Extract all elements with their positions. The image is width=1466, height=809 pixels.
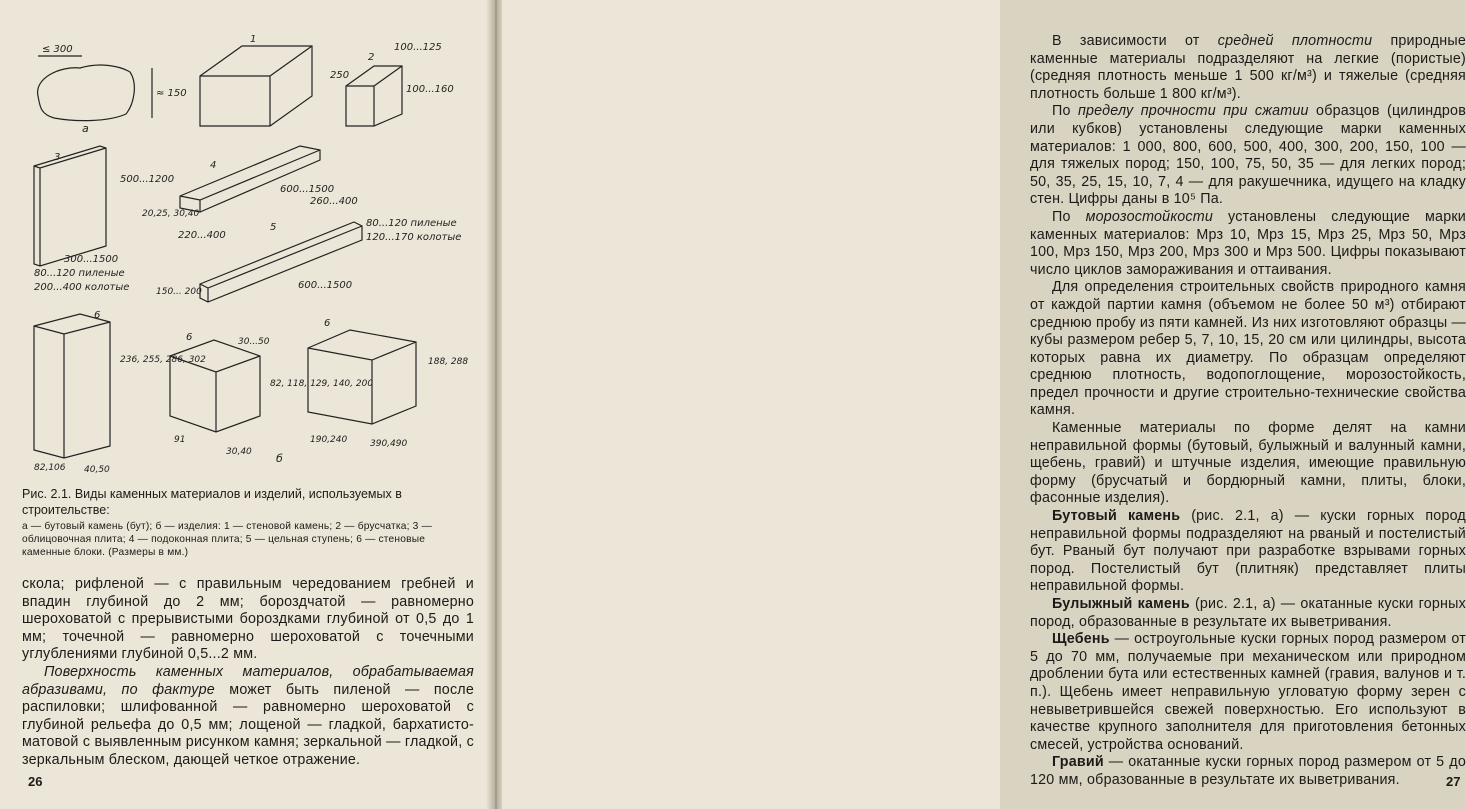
fig-label: 500...1200 [120,174,175,185]
fig-label: б [276,452,283,465]
fig-label: 6 [94,310,101,321]
fig-label: 188, 288 [428,357,469,367]
left-page [0,0,490,809]
bold-term: Гравий [1052,754,1104,771]
paragraph [1030,631,1466,754]
rubble-stone [38,65,135,121]
fig-label: 91 [174,435,186,445]
fig-label: 250 [330,70,350,81]
fig-label: 82, 118, 129, 140, 200 [270,379,374,389]
fig-label: 100...160 [406,84,454,95]
paragraph [1030,508,1466,596]
italic-term: пределу прочности при сжатии [1077,103,1309,120]
bold-term: Бутовый камень [1052,508,1181,525]
fig-label: ≈ 150 [156,88,187,99]
fig-label: 5 [270,222,277,233]
fig-label: 6 [324,318,331,329]
fig-label: 200...400 колотые [34,282,130,293]
paragraph [1030,596,1466,631]
fig-label: 390,490 [370,439,408,449]
fig-label: 150... 200 [156,287,202,297]
fig-label: 40,50 [84,465,110,475]
fig-label: 6 [186,332,193,343]
figure-drawing [20,26,480,482]
paragraph-text: может быть пиленой — после распиловки; шлифованной — равномерно шероховатой с глубиной рельефа до 0,5 мм; лощеной — гладкой, бархатисто-матовой с выявленным рисунком камня; зеркальной — гладкой, с зеркальным блеском, дающей четкое отражение. [22,681,474,768]
fig-label: 220...400 [178,230,226,241]
fig-label: 120...170 колотые [366,232,462,243]
figure-caption [22,486,474,559]
paragraph [1030,103,1466,209]
italic-term: средней плотности [1217,33,1373,49]
fig-label: а [82,122,89,135]
paragraph: Для определения строительных свойств природного камня от каждой партии камня (объемом не более 50 м³) отбирают среднюю пробу из пяти камней. Из них изготовляют образцы — кубы размером ребер 5, 7, 10, 15, 20 см или цилиндры, высота которых равна их диаметру. По образцам определяют среднюю плотность, водопоглощение, морозостойкость, предел прочности и другие строительно-технические свойства камня. [1030,279,1466,419]
paragraph-text: — остроугольные куски горных пород размером от 5 до 70 мм, получаемые при механическом или природном дроблении бута или естественных камней (гравия, валунов и т. п.). Щебень имеет неправильную угловатую форму зерен с невыветрившейся свежей поверхностью. Его используют в качестве крупного заполнителя для приготовления бетонных смесей, устройства оснований. [1030,631,1466,753]
bold-term: Булыжный камень [1052,596,1190,612]
paragraph-text: По [1052,208,1086,225]
page-number: 26 [28,774,43,789]
fig-label: 30...50 [238,337,270,347]
paragraph [1030,754,1466,789]
fig-label: 190,240 [310,435,348,445]
fig-label: 236, 255, 286, 302 [120,355,206,365]
fig-label: 2 [368,52,375,63]
paragraph-text: По [1052,103,1078,120]
paragraph [22,664,474,770]
paragraph-text: образцов (цилиндров или кубков) установлены следующие марки каменных материалов: 1 000, 800, 600, 500, 400, 300, 200, 150, 100 — для тяжелых пород; 150, 100, 75, 50, 35 — для легких пород; 50, 35, 25, 15, 10, 7, 4 — для ракушечника, идущего на кладку стен. Цифры даны в 10⁵ Па. [1030,103,1466,208]
fig-label: 80...120 пиленые [34,268,125,279]
paragraph-text: — окатанные куски горных пород размером от 5 до 120 мм, образованные в результате их выветривания. [1030,754,1466,788]
paragraph [1030,33,1466,103]
paragraph-text: В зависимости от [1052,33,1218,49]
fig-label: 4 [210,160,217,171]
paragraph [1030,209,1466,279]
fig-label: 100...125 [394,42,442,53]
fig-label: 600...1500 [280,184,335,195]
paragraph-text: (рис. 2.1, а) — куски горных пород неправильной формы подразделяют на рваный и постелистый бут. Рваный бут получают при разработке взрывами горных пород. Постелистый бут (плитняк) представляет плиты неправильной формы. [1030,508,1466,595]
paragraph-text: (рис. 2.1, а) — окатанные куски горных пород, образованные в результате их выветривания. [1030,596,1466,630]
bold-term: Щебень [1052,631,1110,648]
caption-legend: а — бутовый камень (бут); б — изделия: 1 — стеновой камень; 2 — брусчатка; 3 — облицовочная плита; 4 — подоконная плита; 5 — цельная ступень; 6 — стеновые каменные блоки. (Размеры в мм.) [22,521,432,558]
paragraph-text: природные каменные материалы подразделяют на легкие (пористые) (средняя плотность меньше 1 500 кг/м³) и тяжелые (средняя плотность больше 1 800 кг/м³). [1030,33,1466,102]
caption-title: Рис. 2.1. Виды каменных материалов и изделий, используемых в строительстве: [22,487,402,517]
italic-term: Поверхность каменных материалов, обрабатываемая абразивами, по фактуре [22,663,474,698]
italic-term: морозостойкости [1085,208,1214,225]
right-page [502,0,1466,809]
fig-label: 30,40 [226,447,252,457]
right-body-text [1030,33,1466,790]
fig-label: ≤ 300 [42,44,73,55]
fig-label: 300...1500 [64,254,119,265]
fig-label: 3 [54,152,61,163]
fig-label: 260...400 [310,196,358,207]
fig-label: 82,106 [34,463,66,473]
paragraph: Каменные материалы по форме делят на камни неправильной формы (бутовый, булыжный и валунный камни, щебень, гравий) и штучные изделия, имеющие правильную форму (брусчатый и бордюрный камни, плиты, блоки, фасонные изделия). [1030,420,1466,507]
paragraph-text: установлены следующие марки каменных материалов: Мрз 10, Мрз 15, Мрз 25, Мрз 50, Мрз 100, Мрз 150, Мрз 200, Мрз 300 и Мрз 500. Цифры показывают число циклов замораживания и оттаивания. [1030,208,1466,278]
paragraph: скола; рифленой — с правильным чередованием гребней и впадин глубиной до 2 мм; бороздчатой — равномерно шероховатой с прерывистыми бороздками глубиной от 0,5 до 1 мм; точечной — равномерно шероховатой с точечными углублениями глубиной 0,5...2 мм. [22,576,474,663]
fig-label: 80...120 пиленые [366,218,457,229]
figure-stone-types [20,26,480,482]
fig-label: 1 [250,34,257,45]
page-number: 27 [1446,774,1461,789]
left-body-text [22,576,474,770]
fig-label: 20,25, 30,40 [142,209,200,219]
fig-label: 600...1500 [298,280,353,291]
